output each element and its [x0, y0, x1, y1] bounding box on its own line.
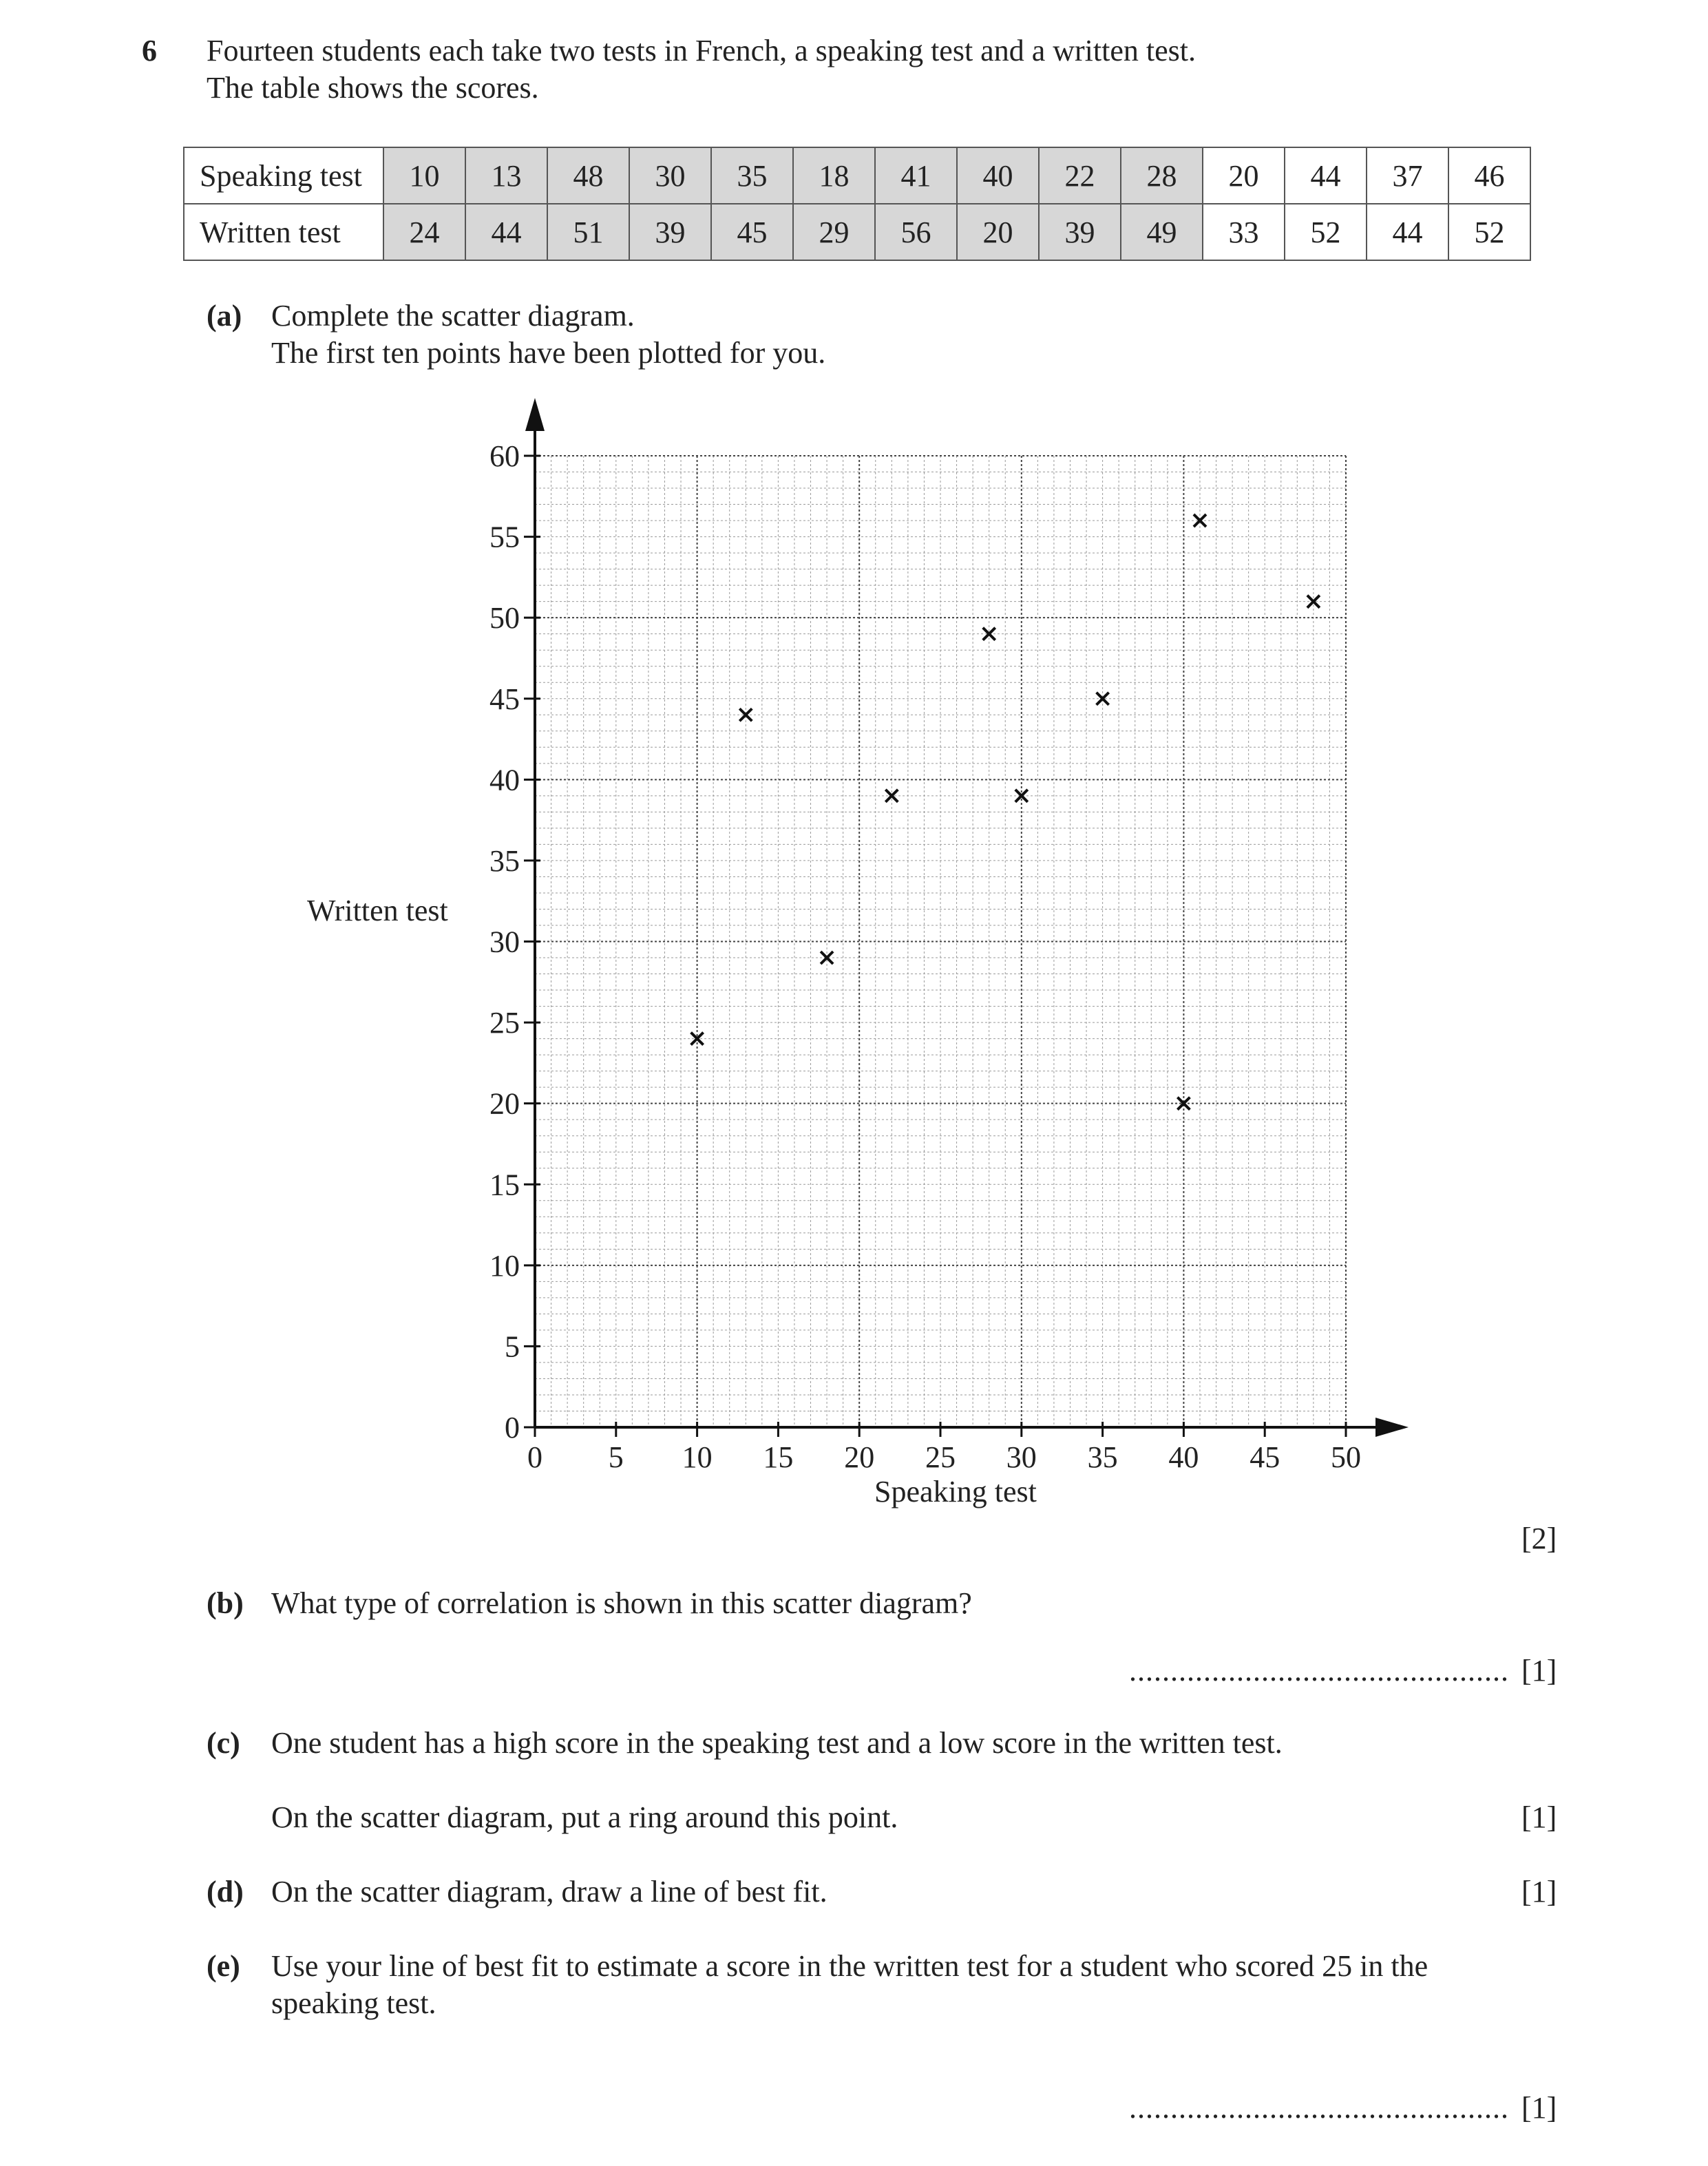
y-tick-label: 55 — [489, 520, 520, 554]
table-cell-speaking: 20 — [1203, 147, 1285, 204]
part-e-marks: [1] — [1521, 2091, 1557, 2125]
x-tick-label: 50 — [1331, 1440, 1361, 1474]
part-a-label: (a) — [207, 299, 242, 333]
part-e-line2: speaking test. — [271, 1986, 436, 2020]
row-label-written: Written test — [184, 204, 383, 260]
y-tick-label: 35 — [489, 843, 520, 878]
table-cell-written: 51 — [547, 204, 629, 260]
x-tick-label: 25 — [925, 1440, 956, 1474]
row-label-speaking: Speaking test — [184, 147, 383, 204]
x-axis-label: Speaking test — [874, 1475, 1037, 1508]
tick-labels — [489, 439, 1361, 1474]
table-cell-written: 33 — [1203, 204, 1285, 260]
part-a-marks: [2] — [1521, 1522, 1557, 1555]
x-tick-label: 45 — [1250, 1440, 1280, 1474]
question-intro-line1: Fourteen students each take two tests in French, a speaking test and a written test. — [207, 34, 1196, 67]
y-axis-arrow-icon — [525, 398, 545, 431]
table-cell-written: 49 — [1121, 204, 1203, 260]
part-d-marks: [1] — [1521, 1875, 1557, 1909]
y-tick-label: 30 — [489, 925, 520, 959]
y-tick-label: 40 — [489, 763, 520, 797]
question-number: 6 — [142, 34, 157, 67]
x-tick-label: 10 — [682, 1440, 713, 1474]
question-intro-line2: The table shows the scores. — [207, 71, 539, 105]
y-tick-label: 10 — [489, 1248, 520, 1283]
x-tick-label: 0 — [527, 1440, 542, 1474]
table-cell-speaking: 37 — [1367, 147, 1448, 204]
table-cell-speaking: 46 — [1448, 147, 1530, 204]
y-tick-label: 5 — [505, 1329, 520, 1364]
axes — [525, 398, 1409, 1437]
table-cell-speaking: 48 — [547, 147, 629, 204]
x-tick-label: 15 — [763, 1440, 794, 1474]
part-b-label: (b) — [207, 1586, 244, 1620]
y-tick-label: 60 — [489, 439, 520, 473]
part-b-text: What type of correlation is shown in this scatter diagram? — [271, 1586, 972, 1620]
table-cell-written: 45 — [711, 204, 793, 260]
table-cell-speaking: 22 — [1039, 147, 1121, 204]
part-c-line2: On the scatter diagram, put a ring around this point. — [271, 1800, 898, 1834]
table-cell-written: 56 — [875, 204, 957, 260]
part-c-line1: One student has a high score in the speaking test and a low score in the written test. — [271, 1726, 1283, 1760]
table-cell-speaking: 30 — [629, 147, 711, 204]
table-cell-written: 44 — [465, 204, 547, 260]
table-cell-written: 24 — [383, 204, 465, 260]
x-tick-label: 30 — [1006, 1440, 1037, 1474]
part-e-line1: Use your line of best fit to estimate a score in the written test for a student who scored 25 in the — [271, 1949, 1428, 1983]
part-d-text: On the scatter diagram, draw a line of best fit. — [271, 1875, 827, 1909]
table-cell-written: 39 — [629, 204, 711, 260]
table-cell-written: 29 — [793, 204, 875, 260]
y-tick-label: 45 — [489, 682, 520, 716]
table-cell-speaking: 40 — [957, 147, 1039, 204]
part-c-marks: [1] — [1521, 1800, 1557, 1834]
y-axis-label: Written test — [307, 894, 448, 927]
table-cell-written: 52 — [1285, 204, 1367, 260]
x-tick-label: 5 — [608, 1440, 624, 1474]
y-tick-label: 0 — [505, 1411, 520, 1444]
x-tick-label: 20 — [844, 1440, 875, 1474]
table-cell-written: 20 — [957, 204, 1039, 260]
table-cell-speaking: 13 — [465, 147, 547, 204]
part-d-label: (d) — [207, 1875, 244, 1909]
y-tick-label: 20 — [489, 1086, 520, 1121]
y-tick-label: 15 — [489, 1168, 520, 1202]
table-cell-written: 52 — [1448, 204, 1530, 260]
x-axis-arrow-icon — [1375, 1418, 1409, 1437]
y-tick-label: 25 — [489, 1006, 520, 1040]
x-tick-label: 35 — [1087, 1440, 1118, 1474]
part-a-line1: Complete the scatter diagram. — [271, 299, 635, 333]
table-cell-speaking: 28 — [1121, 147, 1203, 204]
table-cell-speaking: 41 — [875, 147, 957, 204]
y-tick-label: 50 — [489, 601, 520, 635]
part-b-marks: [1] — [1521, 1654, 1557, 1687]
part-a-line2: The first ten points have been plotted for you. — [271, 336, 826, 370]
part-c-label: (c) — [207, 1726, 240, 1760]
part-b-answer-line[interactable]: .............................................. — [1129, 1654, 1509, 1687]
table-cell-speaking: 18 — [793, 147, 875, 204]
table-cell-speaking: 44 — [1285, 147, 1367, 204]
table-cell-written: 39 — [1039, 204, 1121, 260]
table-cell-written: 44 — [1367, 204, 1448, 260]
table-cell-speaking: 35 — [711, 147, 793, 204]
table-cell-speaking: 10 — [383, 147, 465, 204]
part-e-label: (e) — [207, 1949, 240, 1983]
part-e-answer-line[interactable]: .............................................. — [1129, 2091, 1509, 2125]
x-tick-label: 40 — [1168, 1440, 1199, 1474]
